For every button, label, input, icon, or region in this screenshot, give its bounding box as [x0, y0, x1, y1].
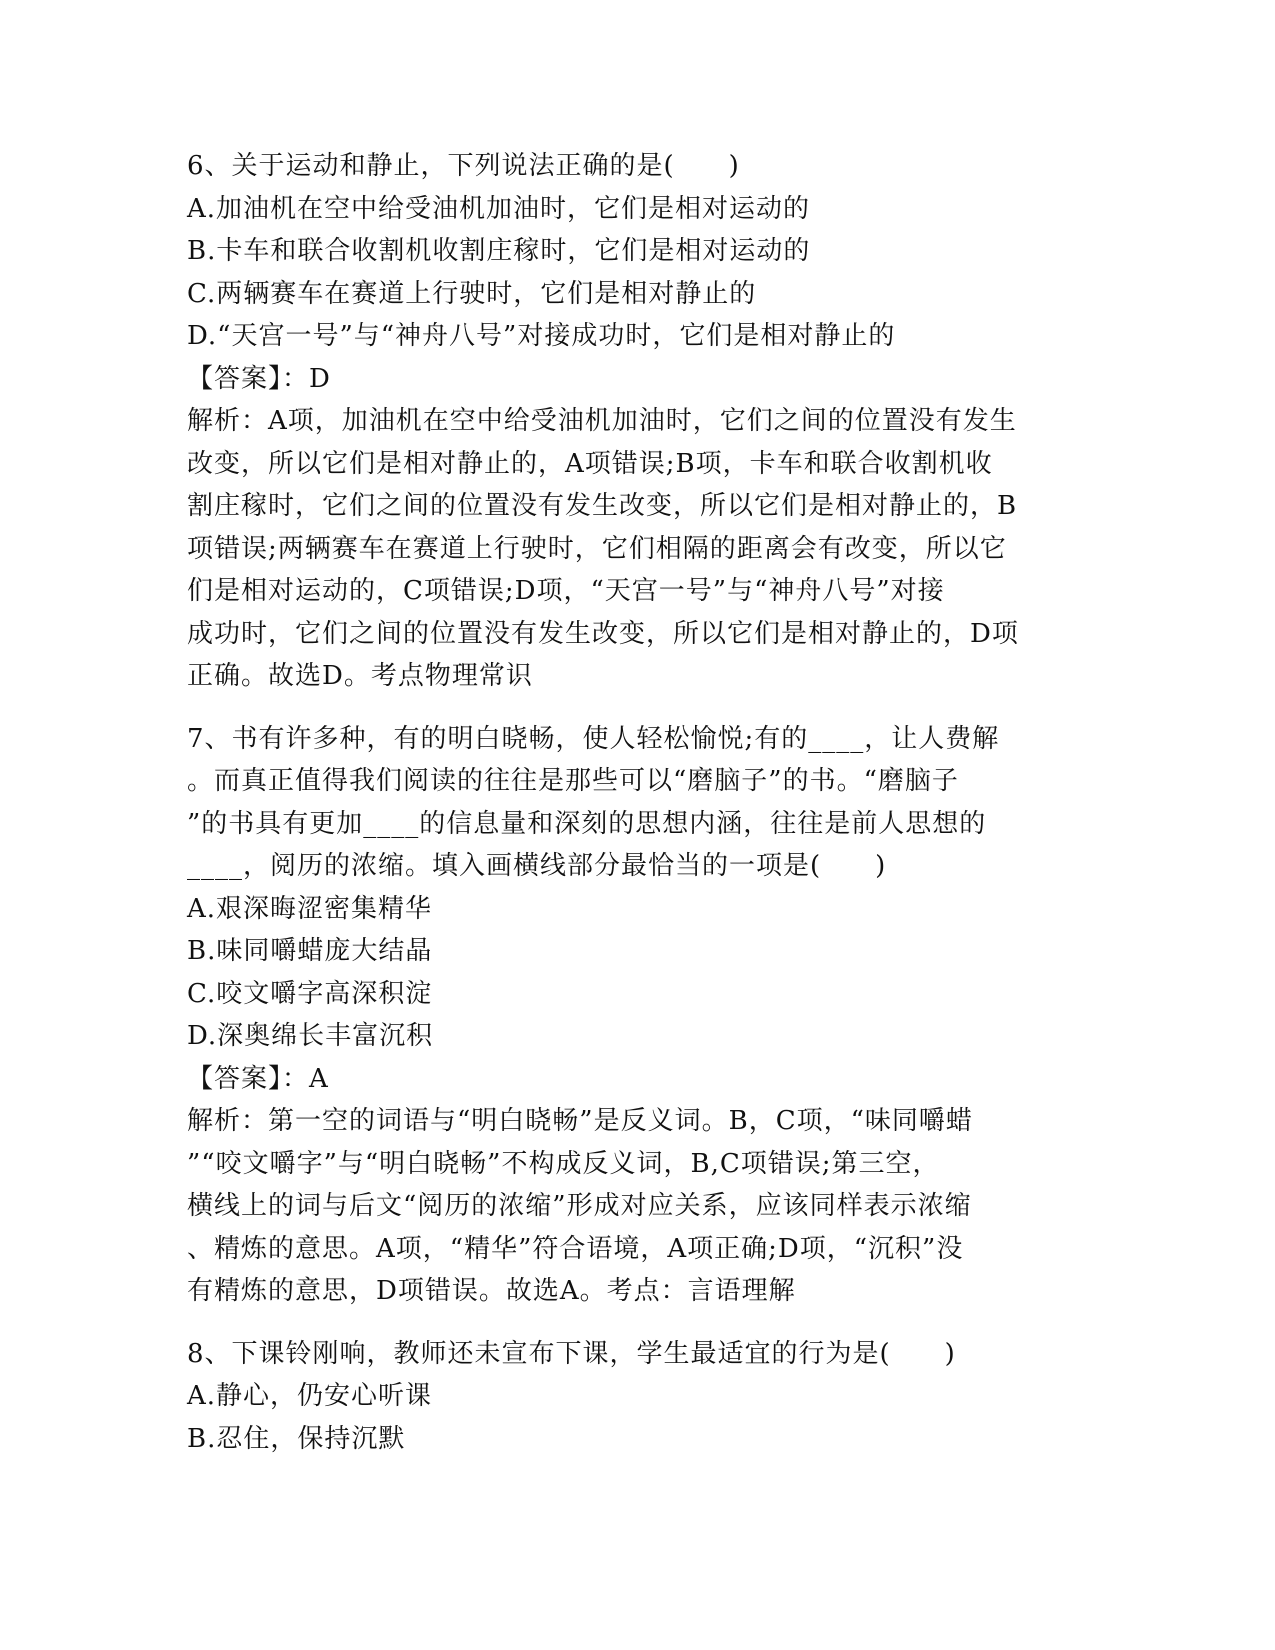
question-stem: 8、下课铃刚响，教师还未宣布下课，学生最适宜的行为是( )	[187, 1338, 956, 1369]
option-b: B.卡车和联合收割机收割庄稼时，它们是相对运动的	[187, 236, 811, 266]
option-c: C.咬文嚼字高深积淀	[187, 978, 433, 1009]
question-stem: 6、关于运动和静止，下列说法正确的是( )	[187, 151, 740, 181]
option-b: B.味同嚼蜡庞大结晶	[187, 936, 433, 966]
document-page	[187, 145, 1087, 1460]
question-7	[187, 718, 1087, 1313]
explanation-line: 、精炼的意思。A项，“精华”符合语境，A项正确;D项，“沉积”没	[187, 1233, 964, 1264]
question-spacer	[187, 698, 1087, 718]
explanation-line: 解析：第一空的词语与“明白晓畅”是反义词。B，C项，“味同嚼蜡	[187, 1106, 973, 1136]
explanation-line: 有精炼的意思，D项错误。故选A。考点：言语理解	[187, 1276, 796, 1306]
question-8	[187, 1333, 1087, 1461]
option-d: D.深奥绵长丰富沉积	[187, 1021, 434, 1051]
question-stem: ____，阅历的浓缩。填入画横线部分最恰当的一项是( )	[187, 851, 887, 881]
explanation-line: 解析：A项，加油机在空中给受油机加油时，它们之间的位置没有发生	[187, 406, 1017, 436]
explanation-line: 成功时，它们之间的位置没有发生改变，所以它们是相对静止的，D项	[187, 618, 1019, 649]
option-c: C.两辆赛车在赛道上行驶时，它们是相对静止的	[187, 278, 757, 309]
question-stem: ”的书具有更加____的信息量和深刻的思想内涵，往往是前人思想的	[187, 808, 987, 839]
option-a: A.艰深晦涩密集精华	[187, 893, 433, 924]
option-a: A.静心，仍安心听课	[187, 1381, 433, 1411]
question-stem: 7、书有许多种，有的明白晓畅，使人轻松愉悦;有的____，让人费解	[187, 723, 1000, 754]
question-6	[187, 145, 1087, 698]
option-b: B.忍住，保持沉默	[187, 1423, 406, 1454]
answer-line: 【答案】：D	[187, 363, 331, 394]
explanation-line: 割庄稼时，它们之间的位置没有发生改变，所以它们是相对静止的，B	[187, 491, 1018, 521]
explanation-line: 正确。故选D。考点物理常识	[187, 661, 533, 691]
question-stem: 。而真正值得我们阅读的往往是那些可以“磨脑子”的书。“磨脑子	[187, 766, 959, 796]
explanation-line: 项错误;两辆赛车在赛道上行驶时，它们相隔的距离会有改变，所以它	[187, 533, 1007, 564]
question-spacer	[187, 1313, 1087, 1333]
answer-line: 【答案】：A	[187, 1063, 329, 1094]
explanation-line: ”“咬文嚼字”与“明白晓畅”不构成反义词，B,C项错误;第三空，	[187, 1148, 940, 1179]
explanation-line: 们是相对运动的，C项错误;D项，“天宫一号”与“神舟八号”对接	[187, 576, 945, 606]
explanation-line: 改变，所以它们是相对静止的，A项错误;B项，卡车和联合收割机收	[187, 448, 993, 479]
option-d: D.“天宫一号”与“神舟八号”对接成功时，它们是相对静止的	[187, 321, 896, 351]
explanation-line: 横线上的词与后文“阅历的浓缩”形成对应关系，应该同样表示浓缩	[187, 1191, 972, 1221]
option-a: A.加油机在空中给受油机加油时，它们是相对运动的	[187, 193, 811, 224]
